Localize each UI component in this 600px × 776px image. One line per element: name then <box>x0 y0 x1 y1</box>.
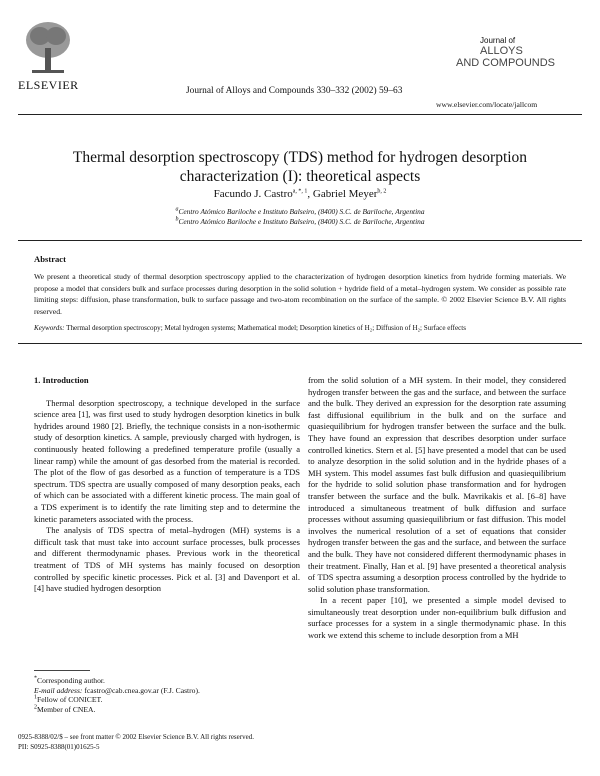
footer-copyright: 0925-8388/02/$ – see front matter © 2002 Elsevier Science B.V. All rights reserved. <box>18 733 254 741</box>
abstract-bottom-divider <box>18 343 582 344</box>
footnote-member-text: Member of CNEA. <box>37 704 96 714</box>
footnote-email-text: fcastro@cab.cnea.gov.ar (F.J. Castro). <box>82 685 200 695</box>
intro-paragraph-4: In a recent paper [10], we presented a simple model devised to simultaneously treat desorption under non-equilibrium bulk diffusion and surface processes for a system in a single thermodynamic phase. In this work we extend this scheme to include desorption from a MH <box>308 595 566 641</box>
footnote-email-label: E-mail address: <box>34 685 83 695</box>
footnote-email <box>34 686 300 696</box>
affiliation-b <box>18 217 582 227</box>
journal-logo-line3: AND COMPOUNDS <box>456 57 556 69</box>
article-title <box>18 148 582 186</box>
title-line-1: Thermal desorption spectroscopy (TDS) method for hydrogen desorption <box>72 149 528 166</box>
intro-paragraph-2: The analysis of TDS spectra of metal–hydrogen (MH) systems is a difficult task that must take into account surface processes, bulk processes and different thermodynamic phases. Previous work in the theoretical treatment of TDS of MH systems has mainly focused on desorption controlled by specific kinetic processes. Pick et al. [3] and Davenport et al. [4] have studied hydrogen desorption <box>34 525 300 594</box>
section-1-heading: 1. Introduction <box>34 375 89 385</box>
footnote-corresponding-mark: * <box>34 675 37 682</box>
author-2: Gabriel Meyer <box>312 188 378 200</box>
footer-pii: PII: S0925-8388(01)01625-5 <box>18 743 100 751</box>
affiliation-a-text: Centro Atómico Bariloche e Instituto Balseiro, (8400) S.C. de Bariloche, Argentina <box>178 207 425 216</box>
publisher-name: ELSEVIER <box>18 78 79 92</box>
journal-logo-line2: ALLOYS <box>480 45 523 57</box>
footnote-corresponding <box>34 676 300 686</box>
footnote-member <box>34 705 300 715</box>
elsevier-tree-logo-icon <box>22 18 74 78</box>
authors <box>18 188 582 200</box>
keywords-text: Thermal desorption spectroscopy; Metal hydrogen systems; Mathematical model; Desorption kinetics of H₂; Diffusion of H₂; Surface effects <box>66 324 467 332</box>
footnote-divider <box>34 670 90 671</box>
intro-paragraph-3: from the solid solution of a MH system. In their model, they considered hydrogen transfer between the gas and the surface, and between the surface and the bulk. They derived an expression for the desorption rate assuming fast diffusional equilibrium in the bulk and on the surface and quasiequilibrium for hydrogen transfer between the surface and the bulk. They have found an expression that describes desorption under surface controlled kinetics. Stern et al. [5] have presented a model that can be used to analyze desorption in the solid solution and in the hydride phases of a MH system. This model assumes fast bulk diffusion and quasiequilibrium for the hydride to solid solution phase transformation and for hydrogen transfer between the surface and the bulk. Mavrikakis et al. [6–8] have introduced a simultaneous treatment of bulk diffusion and surface processes without assuming quasiequilibrium or fast diffusion. This model involves the numerical resolution of a set of equations that consider hydrogen transfer between the gas and the surface, and between the surface and the bulk. They have not considered different thermodynamic phases in their treatment. Finally, Han et al. [9] have presented a theoretical analysis of TDS spectra assuming a desorption process controlled by the hydride to solid solution phase transformation. <box>308 375 566 594</box>
abstract-top-divider <box>18 240 582 241</box>
author-1-marks: a, *, 1 <box>292 188 308 195</box>
journal-logo-line1: Journal of <box>480 36 516 45</box>
keywords <box>34 323 570 334</box>
author-1: Facundo J. Castro <box>213 188 293 200</box>
affiliation-a <box>18 207 582 217</box>
footnote-member-mark: 2 <box>34 704 37 711</box>
abstract-heading: Abstract <box>34 254 66 264</box>
journal-url[interactable]: www.elsevier.com/locate/jallcom <box>436 100 538 109</box>
header-divider <box>18 114 582 115</box>
title-line-2: characterization (I): theoretical aspects <box>179 168 421 185</box>
abstract-text: We present a theoretical study of thermal desorption spectroscopy applied to the characterization of hydrogen desorption kinetics from hydride forming materials. We propose a model that considers bulk and surface processes during desorption in the solid solution + hydride field of a metal–hydrogen system. We consider as possible rate limiting steps: diffusion, phase transformation, bulk to surface passage and two-atom recombination on the surface of the sample. © 2002 Elsevier Science B.V. All rights reserved. <box>34 272 566 316</box>
left-column <box>34 375 300 595</box>
footnote-corresponding-text: Corresponding author. <box>37 676 105 685</box>
affiliations <box>18 207 582 227</box>
journal-logo <box>456 36 576 84</box>
affiliation-b-text: Centro Atómico Bariloche e Instituto Balseiro, (8400) S.C. de Bariloche, Argentina <box>178 217 425 226</box>
page-footer <box>18 732 254 752</box>
journal-citation: Journal of Alloys and Compounds 330–332 (2002) 59–63 <box>186 86 403 96</box>
affiliation-b-mark: b <box>175 216 179 223</box>
right-column <box>308 375 566 642</box>
author-separator: , <box>307 188 313 200</box>
footnote-fellow <box>34 695 300 705</box>
keywords-label: Keywords: <box>34 324 65 332</box>
author-2-marks: b, 2 <box>377 188 387 195</box>
affiliation-a-mark: a <box>175 206 179 213</box>
footnote-fellow-mark: 1 <box>34 694 37 701</box>
footnotes <box>34 676 300 714</box>
intro-paragraph-1: Thermal desorption spectroscopy, a technique developed in the surface science area [1], was first used to study hydrogen desorption kinetics in bulk hydrides around 1980 [2]. Briefly, the technique consists in a non-isothermic study of desorption kinetics. A sample, previously charged with hydrogen, is continuously heated following a predefined temperature profile (usually a linear ramp) while the amount of gas desorbed from the material is recorded. The plot of the flow of gas desorbed as a function of temperature is a TDS spectrum. TDS spectra are usually composed of many desorption peaks, each of which can be associated with a different kinetic process. The main goal of a TDS experiment is to identify the rate limiting step and to determine the kinetic parameters associated with the process. <box>34 397 300 524</box>
footnote-fellow-text: Fellow of CONICET. <box>37 695 103 705</box>
